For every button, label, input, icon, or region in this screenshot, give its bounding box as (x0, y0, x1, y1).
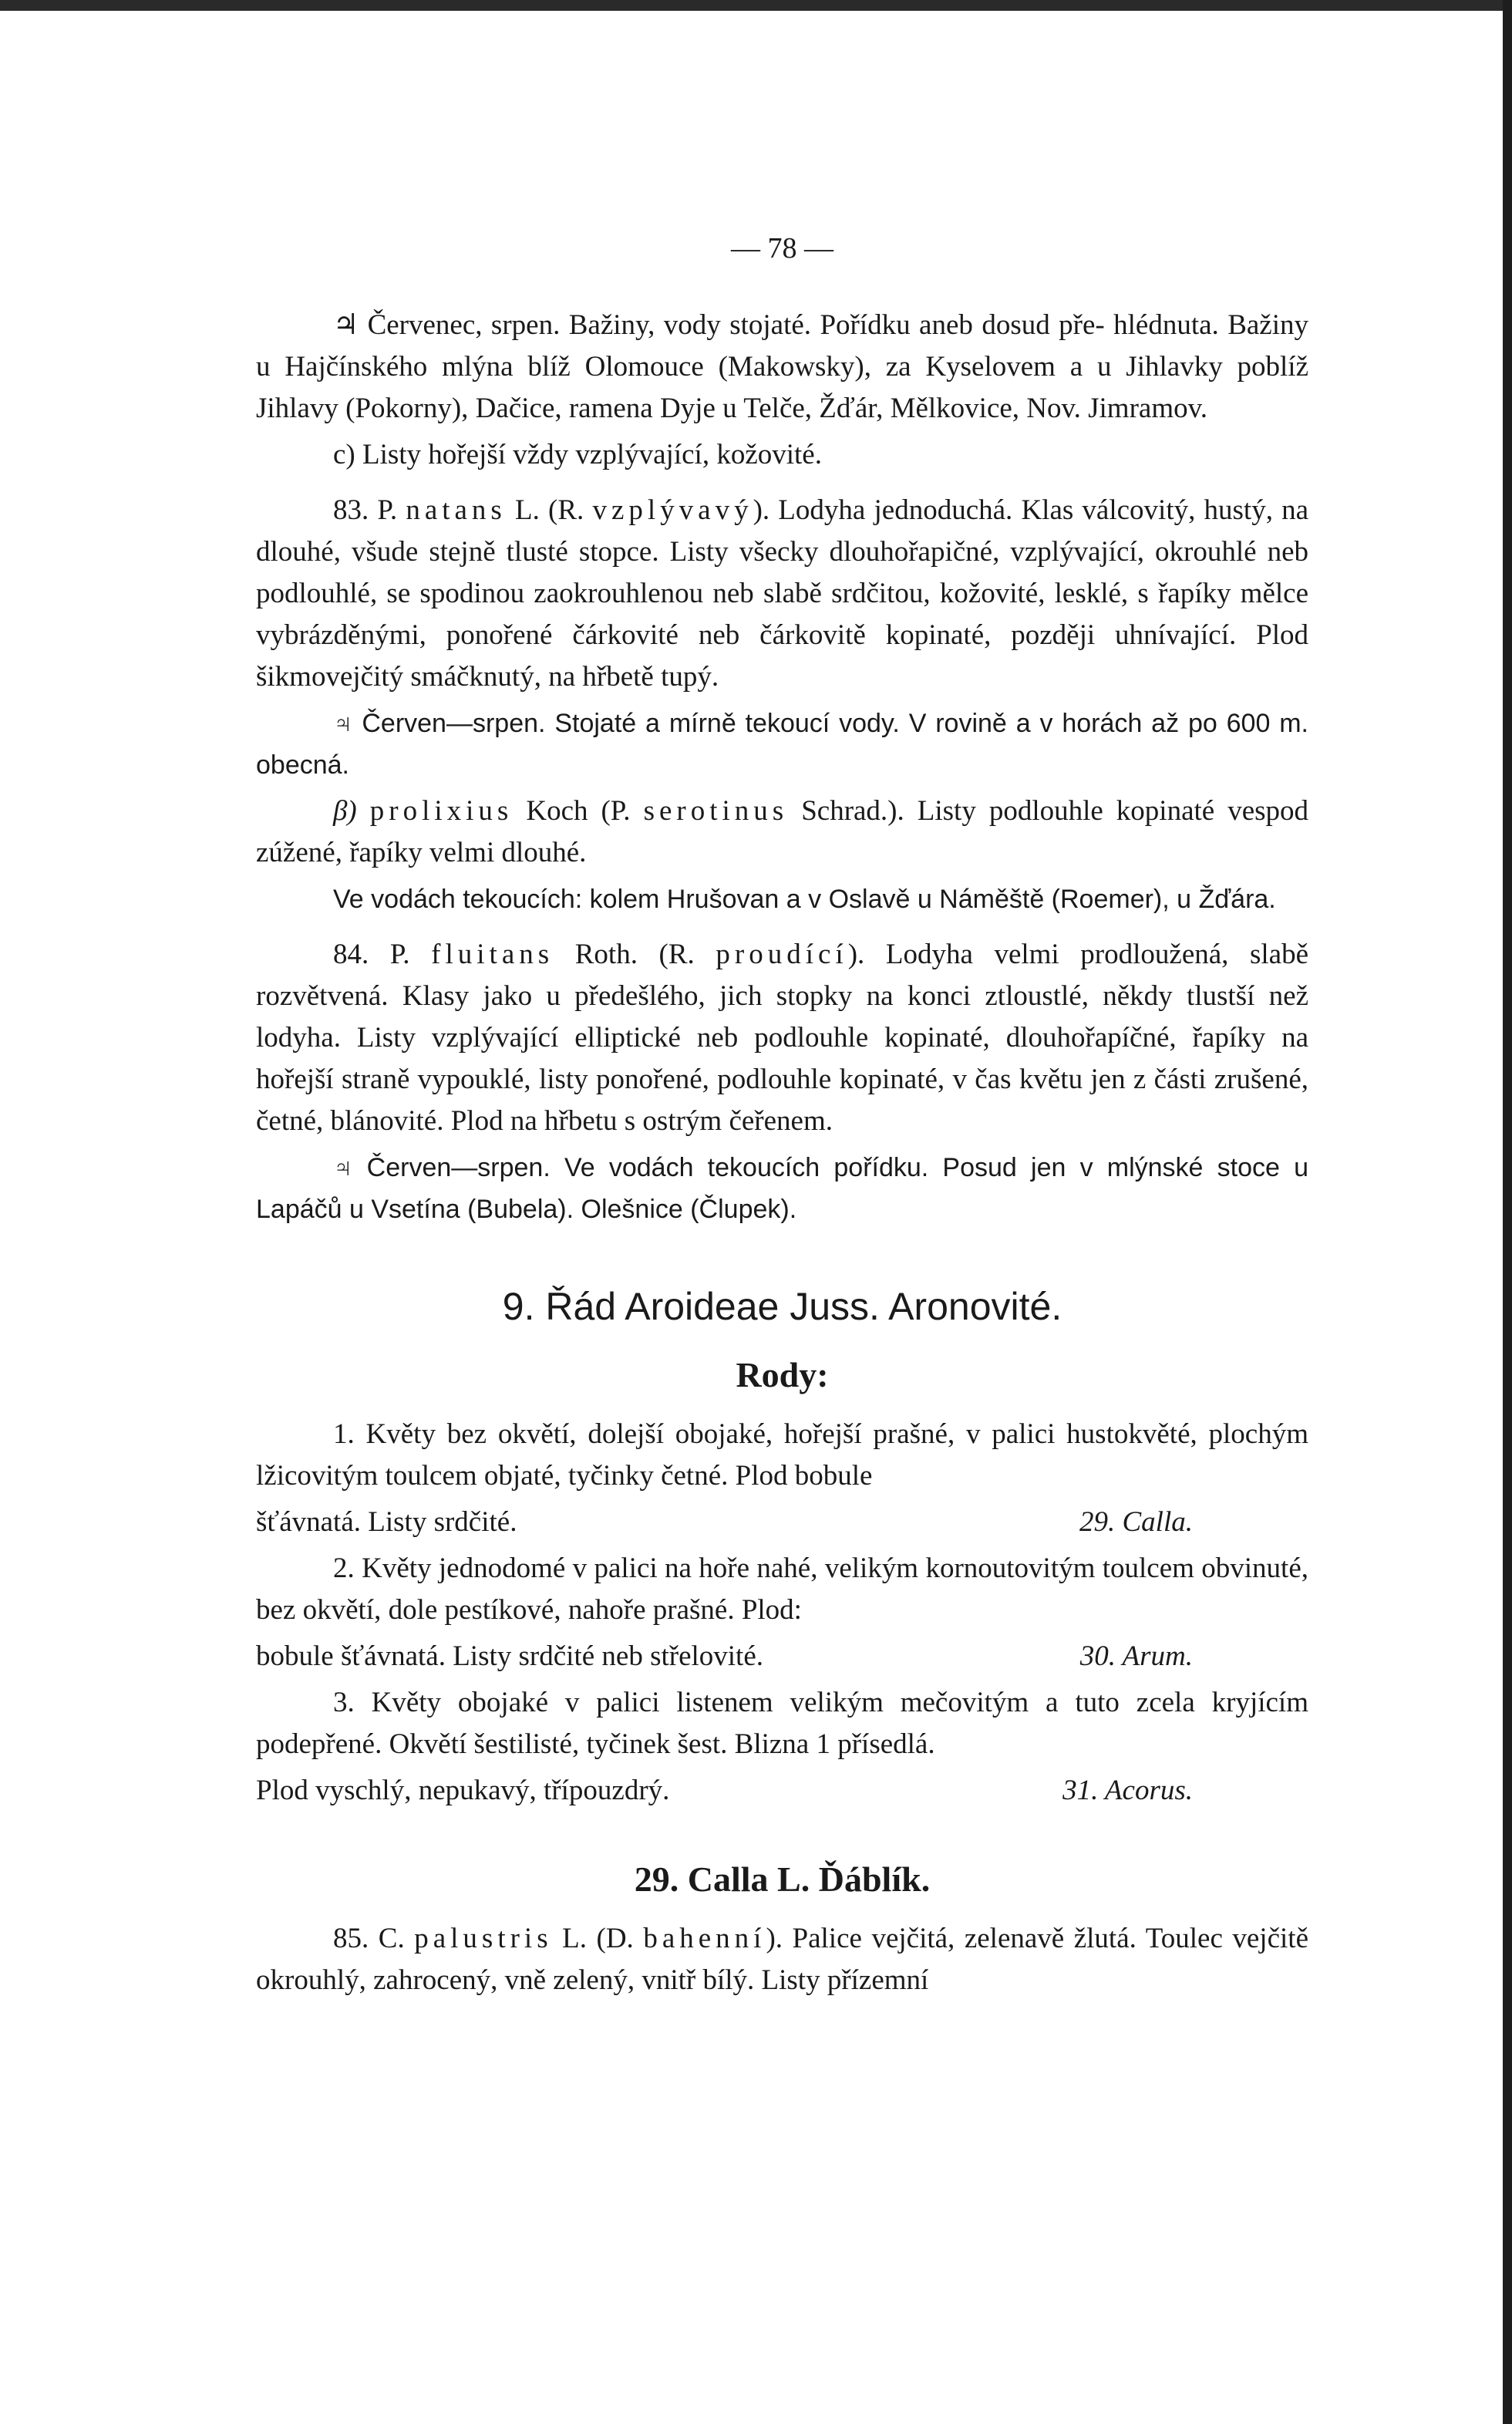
key-item (256, 1414, 1308, 1497)
sp84-auth: Roth. (R. (574, 939, 695, 970)
p1-rest: hlédnuta. Bažiny u Hajčínského mlýna blíž Olomouce (Makowsky), za Kyselovem a u Jihlavky poblíž Jihlavy (Pokorny), Dačice, ramena Dyje u Telče, Žďár, Mělkovice, Nov. Jimramov. (256, 309, 1308, 424)
var-beta-name: prolixius (369, 795, 514, 827)
species-84 (256, 934, 1308, 1142)
rody-heading: Rody: (736, 1355, 829, 1394)
section-c: c) Listy hořejší vždy vzplývající, kožovité. (333, 439, 822, 470)
key-item-ref: 30. Arum. (1079, 1640, 1193, 1672)
key-item-final (256, 1770, 1308, 1812)
sp85-num: 85. C. (333, 1923, 405, 1954)
key-item-last: bobule šťávnatá. Listy srdčité neb střelovité. (256, 1640, 763, 1672)
key-item-ref: 31. Acorus. (1062, 1775, 1193, 1806)
sp84-czech: proudící (716, 939, 848, 970)
sp85-name: palustris (414, 1923, 553, 1954)
var-beta-auth: Koch (P. (526, 795, 631, 827)
key-item-ref: 29. Calla. (1079, 1506, 1193, 1538)
key-item-last: Plod vyschlý, nepukavý, třípouzdrý. (256, 1775, 670, 1806)
key-item (256, 1548, 1308, 1631)
genus-heading: 29. Calla L. Ďáblík. (634, 1859, 931, 1899)
sp83-num: 83. P. (333, 494, 398, 526)
sp83-auth: L. (R. (515, 494, 584, 526)
key-item-final (256, 1636, 1308, 1677)
sp84-num: 84. P. (333, 939, 410, 970)
var-beta-desc: Schrad.). Listy podlouhle kopinaté vespod zúžené, řapíky velmi dlouhé. (256, 795, 1309, 868)
scan-edge-top (0, 0, 1512, 11)
var-beta-syn: serotinus (643, 795, 789, 827)
paragraph-p1 (256, 305, 1308, 430)
p1-line1: ♃ Červenec, srpen. Bažiny, vody stojaté. Pořídku aneb dosud pře- (333, 309, 1105, 341)
sp84-desc: ). Lodyha velmi prodloužená, slabě rozvětvená. Klasy jako u předešlého, jich stopky na konci ztloustlé, někdy tlustší než lodyha. Listy vzplývající elliptické neb podlouhle kopinaté, dlouhořapíčné, řapíky na hořejší straně vypouklé, listy ponořené, podlouhle kopinaté, v čas květu jen z části zrušené, četné, blánovité. Plod na hřbetu s ostrým čeřenem. (256, 939, 1309, 1137)
scan-edge-right (1503, 0, 1512, 2424)
sp83-desc: ). Lodyha jednoduchá. Klas válcovitý, hustý, na dlouhé, všude stejně tlusté stopce. Listy všecky dlouhořapičné, vzplývající, okrouhlé neb podlouhlé, se spodinou zaokrouhlenou neb slabě srdčitou, kožovité, lesklé, s řapíky mělce vybrázděnými, ponořené čárkovité neb čárkovitě kopinaté, později uhnívající. Plod šikmovejčitý smáčknutý, na hřbetě tupý. (256, 494, 1309, 693)
sp83-czech: vzplývavý (592, 494, 753, 526)
key-item-final (256, 1502, 1308, 1543)
var-beta-distribution: Ve vodách tekoucích: kolem Hrušovan a v Oslavě u Náměště (Roemer), u Žďára. (333, 885, 1276, 914)
species-85 (256, 1918, 1308, 2001)
genus-key (256, 1414, 1308, 1812)
sp85-desc: ). Palice vejčitá, zelenavě žlutá. Toulec vejčitě okrouhlý, zahrocený, vně zelený, vnitř bílý. Listy přízemní (256, 1923, 1308, 1996)
sp84-distribution: ♃ Červen—srpen. Ve vodách tekoucích pořídku. Posud jen v mlýnské stoce u Lapáčů u Vsetína (Bubela). Olešnice (Člupek). (256, 1153, 1308, 1224)
variety-beta (256, 791, 1308, 874)
key-item-text: 2. Květy jednodomé v palici na hoře nahé, velikým kornoutovitým toulcem obvinuté, bez okvětí, dole pestíkové, nahoře prašné. Plod: (256, 1553, 1308, 1626)
key-item-text: 3. Květy obojaké v palici listenem velikým mečovitým a tuto zcela kryjícím podepřené. Okvětí šestilisté, tyčinek šest. Blizna 1 přísedlá. (256, 1687, 1308, 1760)
sp85-auth: L. (D. (562, 1923, 634, 1954)
species-83 (256, 490, 1308, 698)
page-number: — 78 — (731, 232, 833, 265)
order-heading: 9. Řád Aroideae Juss. Aronovité. (502, 1285, 1062, 1328)
sp85-czech: bahenní (643, 1923, 766, 1954)
key-item-last: šťávnatá. Listy srdčité. (256, 1506, 517, 1538)
var-beta-label: β) (333, 795, 357, 827)
page-text (256, 228, 1308, 2006)
sp84-name: fluitans (431, 939, 554, 970)
key-item-text: 1. Květy bez okvětí, dolejší obojaké, hořejší prašné, v palici hustokvěté, plochým lžicovitým toulcem objaté, tyčinky četné. Plod bobule (256, 1418, 1308, 1492)
sp83-name: natans (406, 494, 507, 526)
sp83-distribution: ♃ Červen—srpen. Stojaté a mírně tekoucí vody. V rovině a v horách až po 600 m. obecná. (256, 709, 1308, 780)
key-item (256, 1682, 1308, 1765)
